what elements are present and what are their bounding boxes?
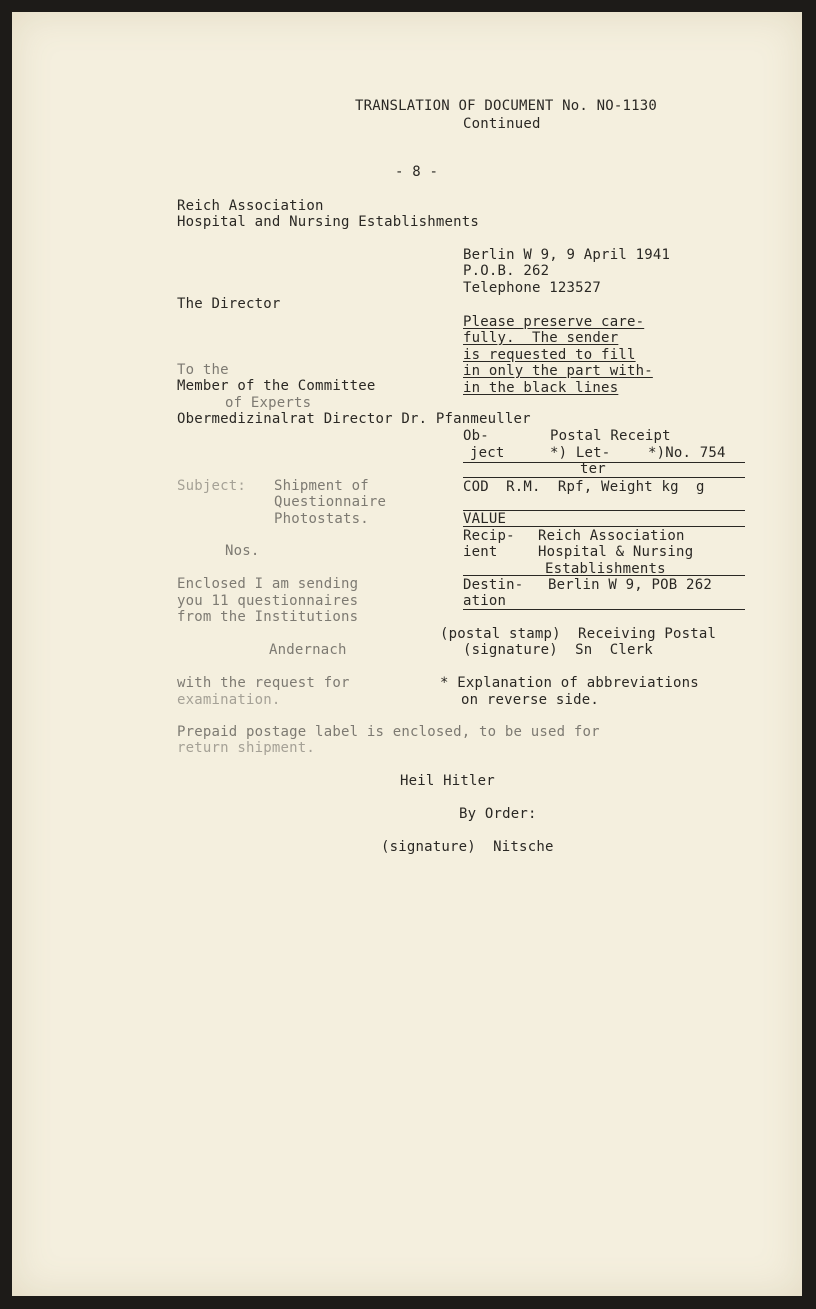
recipient-line-4: Obermedizinalrat Director Dr. Pfanmeuller — [177, 411, 531, 427]
salutation: Heil Hitler — [400, 773, 495, 789]
form-object-label-2: ject — [470, 445, 505, 461]
subject-label: Subject: — [177, 478, 247, 494]
address-line-1: Berlin W 9, 9 April 1941 — [463, 247, 671, 263]
form-postal-receipt-label: Postal Receipt — [550, 428, 671, 444]
form-destination-value: Berlin W 9, POB 262 — [548, 577, 712, 593]
address-line-2: P.O.B. 262 — [463, 263, 550, 279]
institution-name: Andernach — [269, 642, 347, 658]
form-stamp-line-1: (postal stamp) Receiving Postal — [440, 626, 717, 642]
nos-label: Nos. — [225, 543, 260, 559]
by-order: By Order: — [459, 806, 537, 822]
subject-line-3: Photostats. — [274, 511, 369, 527]
form-rule — [463, 526, 745, 527]
postage-line-2: return shipment. — [177, 740, 316, 756]
recipient-line-1: To the — [177, 362, 229, 378]
recipient-line-3: of Experts — [225, 395, 312, 411]
subject-line-1: Shipment of — [274, 478, 369, 494]
postage-line-1: Prepaid postage label is enclosed, to be used for — [177, 724, 600, 740]
body-line-4: with the request for — [177, 675, 350, 691]
body-line-1: Enclosed I am sending — [177, 576, 359, 592]
form-recipient-label-2: ient — [463, 544, 498, 560]
sender-line-2: Hospital and Nursing Establishments — [177, 214, 480, 230]
document-title: TRANSLATION OF DOCUMENT No. NO-1130 — [355, 98, 658, 114]
form-object-label-1: Ob- — [463, 428, 489, 444]
form-cod-row: COD R.M. Rpf, Weight kg g — [463, 479, 705, 495]
form-recipient-label-1: Recip- — [463, 528, 515, 544]
footnote-line-1: * Explanation of abbreviations — [440, 675, 699, 691]
document-page — [12, 12, 802, 1296]
body-line-2: you 11 questionnaires — [177, 593, 359, 609]
notice-line-4: in only the part with- — [463, 363, 653, 379]
form-letter-label: *) Let- — [550, 445, 611, 461]
form-letter-label-cont: ter — [580, 461, 606, 477]
notice-line-1: Please preserve care- — [463, 314, 645, 330]
form-destination-label-2: ation — [463, 593, 507, 609]
continued-label: Continued — [463, 116, 541, 132]
body-line-3: from the Institutions — [177, 609, 359, 625]
form-destination-label-1: Destin- — [463, 577, 524, 593]
signature-line: (signature) Nitsche — [381, 839, 554, 855]
form-rule — [463, 575, 745, 576]
form-value-label: VALUE — [463, 511, 507, 527]
form-rule — [463, 609, 745, 610]
footnote-line-2: on reverse side. — [461, 692, 600, 708]
body-line-5: examination. — [177, 692, 281, 708]
form-recipient-value-3: Establishments — [545, 561, 666, 577]
from-label: The Director — [177, 296, 281, 312]
subject-line-2: Questionnaire — [274, 494, 387, 510]
sender-line-1: Reich Association — [177, 198, 324, 214]
notice-line-2: fully. The sender — [463, 330, 619, 346]
form-rule — [463, 477, 745, 478]
form-number-label: *)No. 754 — [648, 445, 726, 461]
form-stamp-line-2: (signature) Sn Clerk — [463, 642, 653, 658]
notice-line-5: in the black lines — [463, 380, 619, 396]
form-recipient-value-2: Hospital & Nursing — [538, 544, 694, 560]
form-recipient-value-1: Reich Association — [538, 528, 685, 544]
recipient-line-2: Member of the Committee — [177, 378, 376, 394]
notice-line-3: is requested to fill — [463, 347, 636, 363]
address-line-3: Telephone 123527 — [463, 280, 602, 296]
page-number: - 8 - — [395, 164, 439, 180]
